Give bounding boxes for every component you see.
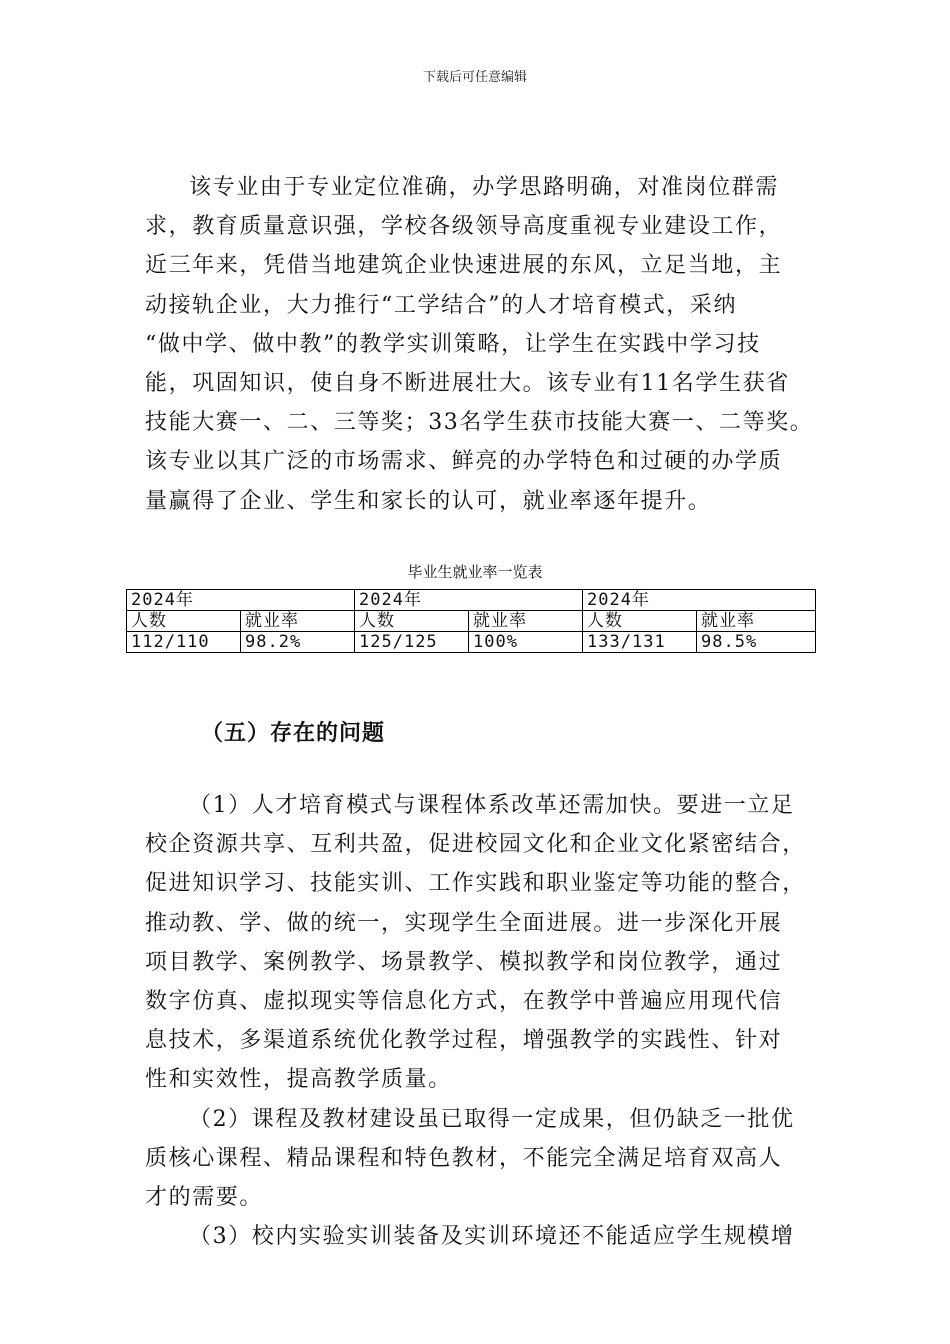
issue-line: 性和实效性，提高教学质量。 [145, 1067, 452, 1093]
employment-rate-table [126, 589, 816, 653]
table-row-values [127, 632, 816, 653]
issue-line: 质核心课程、精品课程和特色教材，不能完全满足培育双高人 [145, 1145, 783, 1171]
intro-line: 该专业以其广泛的市场需求、鲜亮的办学特色和过硬的办学质 [145, 449, 783, 475]
intro-line: 求，教育质量意识强，学校各级领导高度重视专业建设工作， [145, 214, 783, 240]
year-cell: 2024年 [355, 590, 583, 611]
header-cell: 就业率 [241, 611, 355, 632]
issue-paragraph-1 [145, 786, 820, 1256]
issue-line: 才的需要。 [145, 1185, 264, 1211]
header-cell: 就业率 [469, 611, 583, 632]
issue-line: 校企资源共享、互利共盈，促进校园文化和企业文化紧密结合， [145, 832, 806, 858]
issue-line: 项目教学、案例教学、场景教学、模拟教学和岗位教学，通过 [145, 949, 783, 975]
intro-line: 技能大赛一、二、三等奖；33名学生获市技能大赛一、二等奖。 [145, 410, 814, 436]
issue-line: 推动教、学、做的统一，实现学生全面进展。进一步深化开展 [145, 910, 783, 936]
section-title: （五）存在的问题 [201, 721, 386, 746]
issue-line: （1）人才培育模式与课程体系改革还需加快。要进一立足 [189, 793, 795, 818]
issue-line: 数字仿真、虚拟现实等信息化方式，在教学中普遍应用现代信 [145, 989, 783, 1015]
intro-line: 量赢得了企业、学生和家长的认可，就业率逐年提升。 [145, 488, 712, 514]
table-caption: 毕业生就业率一览表 [407, 563, 543, 581]
year-cell: 2024年 [127, 590, 355, 611]
issue-line: （3）校内实验实训装备及实训环境还不能适应学生规模增 [189, 1224, 795, 1250]
intro-line: 能，巩固知识，使自身不断进展壮大。该专业有11名学生获省 [145, 371, 790, 397]
intro-paragraph [145, 168, 820, 521]
value-cell: 100% [469, 632, 583, 653]
year-cell: 2024年 [583, 590, 816, 611]
header-cell: 人数 [127, 611, 241, 632]
intro-line: 动接轨企业，大力推行“工学结合”的人才培育模式，采纳 [145, 292, 738, 318]
value-cell: 133/131 [583, 632, 697, 653]
value-cell: 98.2% [241, 632, 355, 653]
value-cell: 112/110 [127, 632, 241, 653]
table-row-headers [127, 611, 816, 632]
intro-line: “做中学、做中教”的教学实训策略，让学生在实践中学习技 [145, 331, 761, 357]
header-note: 下载后可任意编辑 [422, 70, 527, 85]
issue-line: 促进知识学习、技能实训、工作实践和职业鉴定等功能的整合， [145, 871, 806, 897]
issue-line: 息技术，多渠道系统优化教学过程，增强教学的实践性、针对 [145, 1028, 783, 1054]
issue-line: （2）课程及教材建设虽已取得一定成果，但仍缺乏一批优 [189, 1106, 795, 1132]
header-cell: 人数 [583, 611, 697, 632]
value-cell: 125/125 [355, 632, 469, 653]
value-cell: 98.5% [697, 632, 816, 653]
header-cell: 人数 [355, 611, 469, 632]
intro-line: 近三年来，凭借当地建筑企业快速进展的东风，立足当地，主 [145, 253, 783, 279]
header-cell: 就业率 [697, 611, 816, 632]
table-row-years [127, 590, 816, 611]
intro-line: 该专业由于专业定位准确，办学思路明确，对准岗位群需 [189, 175, 780, 200]
